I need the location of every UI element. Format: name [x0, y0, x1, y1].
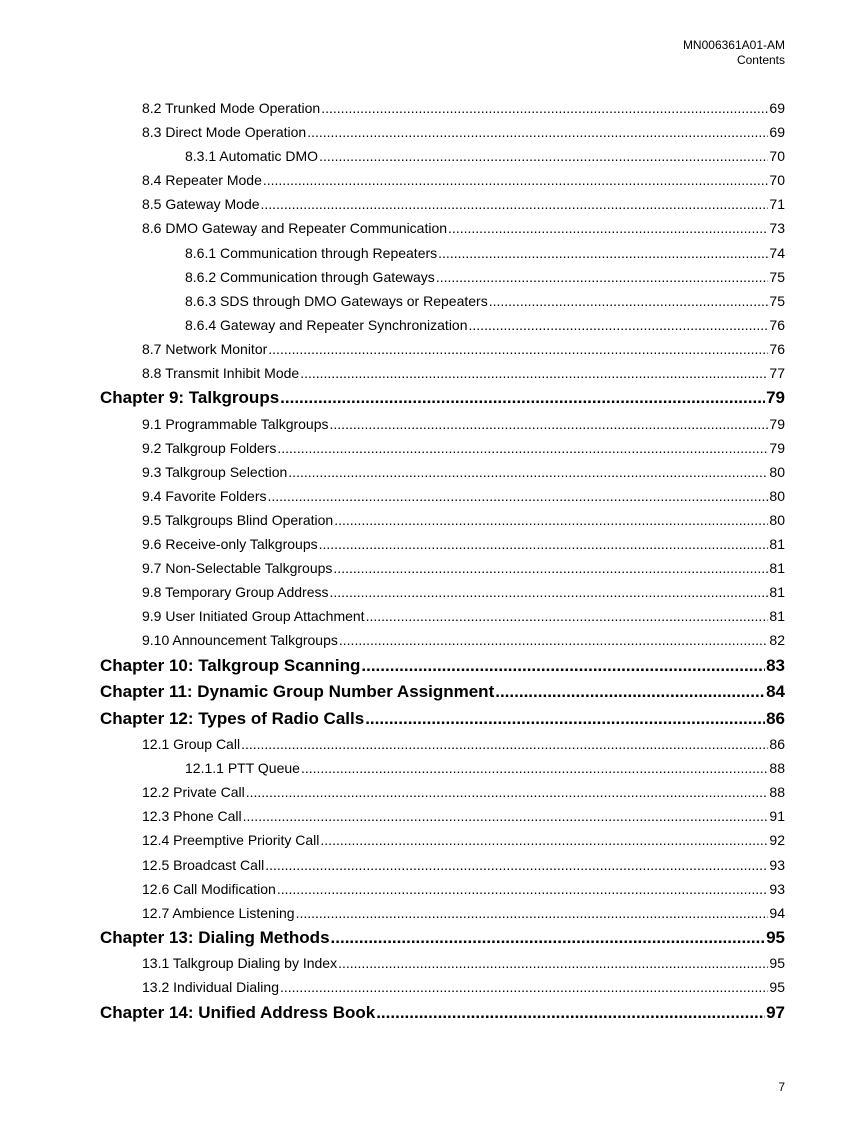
toc-chapter-entry[interactable]	[100, 385, 785, 412]
toc-section-entry[interactable]	[100, 556, 785, 580]
toc-entry-title: 13.1 Talkgroup Dialing by Index	[142, 955, 338, 972]
toc-entry-title: 9.9 User Initiated Group Attachment	[142, 608, 365, 625]
toc-entry-title: Chapter 13: Dialing Methods	[100, 927, 330, 947]
toc-section-entry[interactable]	[100, 951, 785, 975]
toc-entry-title: 8.6.3 SDS through DMO Gateways or Repeaters	[185, 292, 488, 309]
toc-section-entry[interactable]	[100, 313, 785, 337]
toc-entry-page: 95	[766, 927, 785, 947]
toc-entry-page: 95	[769, 955, 785, 972]
toc-section-entry[interactable]	[100, 780, 785, 804]
toc-entry-title: 12.6 Call Modification	[142, 880, 276, 897]
toc-entry-page: 93	[769, 856, 785, 873]
dot-leader	[268, 484, 769, 508]
dot-leader	[339, 628, 769, 652]
toc-entry-title: 12.4 Preemptive Priority Call	[142, 832, 320, 849]
toc-section-entry[interactable]	[100, 580, 785, 604]
dot-leader	[438, 241, 768, 265]
toc-section-entry[interactable]	[100, 168, 785, 192]
toc-entry-page: 80	[769, 512, 785, 528]
dot-leader	[288, 460, 768, 484]
toc-entry-page: 73	[769, 220, 785, 237]
dot-leader	[338, 951, 768, 975]
toc-entry-title: 9.10 Announcement Talkgroups	[142, 632, 338, 649]
toc-entry-title: 9.4 Favorite Folders	[142, 487, 267, 504]
dot-leader	[261, 192, 769, 216]
dot-leader	[268, 337, 768, 361]
toc-entry-page: 82	[769, 632, 785, 649]
dot-leader	[246, 780, 769, 804]
dot-leader	[301, 756, 768, 780]
dot-leader	[300, 361, 768, 385]
dot-leader	[333, 556, 768, 580]
toc-entry-page: 70	[769, 148, 785, 165]
toc-section-entry[interactable]	[100, 508, 785, 532]
toc-entry-page: 69	[769, 100, 785, 116]
dot-leader	[307, 120, 768, 144]
toc-entry-title: Chapter 9: Talkgroups	[100, 388, 280, 408]
toc-entry-page: 74	[769, 244, 785, 261]
toc-entry-page: 75	[769, 268, 785, 285]
toc-entry-title: 9.3 Talkgroup Selection	[142, 463, 288, 480]
dot-leader	[495, 679, 765, 706]
toc-entry-page: 81	[769, 584, 785, 601]
toc-section-entry[interactable]	[100, 337, 785, 361]
toc-entry-title: 8.5 Gateway Mode	[142, 196, 260, 213]
toc-entry-page: 76	[769, 316, 785, 333]
toc-section-entry[interactable]	[100, 756, 785, 780]
toc-entry-page: 83	[766, 655, 785, 675]
dot-leader	[321, 96, 768, 120]
toc-entry-title: 12.3 Phone Call	[142, 808, 242, 825]
toc-section-entry[interactable]	[100, 144, 785, 168]
toc-chapter-entry[interactable]	[100, 925, 785, 952]
dot-leader	[436, 265, 769, 289]
toc-entry-page: 97	[766, 1002, 785, 1022]
toc-section-entry[interactable]	[100, 804, 785, 828]
dot-leader	[265, 853, 768, 877]
toc-entry-page: 95	[769, 979, 785, 996]
dot-leader	[331, 925, 766, 952]
dot-leader	[280, 385, 765, 412]
toc-section-entry[interactable]	[100, 241, 785, 265]
toc-entry-page: 70	[769, 172, 785, 189]
toc-entry-page: 76	[769, 340, 785, 357]
toc-entry-page: 79	[766, 388, 785, 408]
toc-entry-title: 8.6 DMO Gateway and Repeater Communication	[142, 220, 448, 237]
toc-entry-page: 88	[769, 784, 785, 801]
toc-entry-page: 75	[769, 292, 785, 309]
toc-entry-page: 80	[769, 487, 785, 504]
toc-entry-title: Chapter 12: Types of Radio Calls	[100, 708, 365, 728]
toc-entry-page: 93	[769, 880, 785, 897]
toc-entry-page: 84	[766, 682, 785, 702]
toc-section-entry[interactable]	[100, 361, 785, 385]
toc-entry-title: 8.6.1 Communication through Repeaters	[185, 244, 438, 261]
toc-entry-page: 94	[769, 904, 785, 921]
toc-section-entry[interactable]	[100, 828, 785, 852]
dot-leader	[277, 436, 768, 460]
toc-section-entry[interactable]	[100, 484, 785, 508]
toc-entry-title: 12.5 Broadcast Call	[142, 856, 265, 873]
dot-leader	[376, 1000, 765, 1027]
toc-entry-page: 77	[769, 365, 785, 382]
toc-entry-page: 79	[769, 439, 785, 456]
dot-leader	[334, 508, 768, 532]
toc-entry-title: 9.1 Programmable Talkgroups	[142, 415, 329, 432]
toc-entry-title: Chapter 14: Unified Address Book	[100, 1002, 376, 1022]
toc-section-entry[interactable]	[100, 604, 785, 628]
toc-section-entry[interactable]	[100, 216, 785, 240]
toc-section-entry[interactable]	[100, 901, 785, 925]
toc-entry-title: 8.4 Repeater Mode	[142, 172, 262, 189]
dot-leader	[330, 580, 769, 604]
dot-leader	[320, 828, 768, 852]
dot-leader	[243, 804, 769, 828]
toc-entry-title: 8.6.4 Gateway and Repeater Synchronization	[185, 316, 468, 333]
toc-section-entry[interactable]	[100, 192, 785, 216]
page-header	[683, 38, 785, 68]
toc-entry-title: Chapter 11: Dynamic Group Number Assignment	[100, 682, 495, 702]
dot-leader	[241, 732, 768, 756]
page-number: 7	[778, 1080, 785, 1094]
section-name: Contents	[736, 53, 785, 67]
toc-section-entry[interactable]	[100, 289, 785, 313]
toc-entry-title: Chapter 10: Talkgroup Scanning	[100, 655, 361, 675]
toc-entry-title: 9.8 Temporary Group Address	[142, 584, 329, 601]
toc-entry-title: 8.3.1 Automatic DMO	[185, 148, 319, 165]
toc-section-entry[interactable]	[100, 975, 785, 999]
toc-entry-page: 92	[769, 832, 785, 849]
toc-section-entry[interactable]	[100, 460, 785, 484]
toc-entry-title: 12.1 Group Call	[142, 736, 241, 753]
toc-entry-title: 8.3 Direct Mode Operation	[142, 124, 307, 141]
toc-section-entry[interactable]	[100, 877, 785, 901]
toc-section-entry[interactable]	[100, 436, 785, 460]
dot-leader	[330, 412, 769, 436]
toc-entry-title: 8.7 Network Monitor	[142, 340, 268, 357]
toc-entry-page: 79	[769, 415, 785, 432]
toc-entry-title: 8.6.2 Communication through Gateways	[185, 268, 435, 285]
dot-leader	[319, 532, 769, 556]
dot-leader	[448, 216, 768, 240]
toc-entry-title: 9.6 Receive-only Talkgroups	[142, 536, 318, 553]
toc-chapter-entry[interactable]	[100, 1000, 785, 1027]
toc-section-entry[interactable]	[100, 732, 785, 756]
dot-leader	[280, 975, 768, 999]
table-of-contents	[100, 96, 785, 1026]
toc-section-entry[interactable]	[100, 853, 785, 877]
toc-section-entry[interactable]	[100, 412, 785, 436]
dot-leader	[489, 289, 769, 313]
toc-section-entry[interactable]	[100, 532, 785, 556]
dot-leader	[366, 604, 769, 628]
toc-chapter-entry[interactable]	[100, 653, 785, 680]
dot-leader	[361, 653, 765, 680]
toc-entry-title: 9.2 Talkgroup Folders	[142, 439, 277, 456]
toc-section-entry[interactable]	[100, 628, 785, 652]
toc-entry-page: 91	[769, 808, 785, 825]
document-id: MN006361A01-AM	[682, 38, 785, 52]
toc-entry-page: 80	[769, 463, 785, 480]
toc-entry-title: 12.1.1 PTT Queue	[185, 760, 300, 777]
toc-entry-page: 81	[769, 608, 785, 625]
toc-section-entry[interactable]	[100, 96, 785, 120]
toc-entry-title: 8.2 Trunked Mode Operation	[142, 100, 321, 116]
toc-entry-page: 88	[769, 760, 785, 777]
toc-entry-page: 69	[769, 124, 785, 141]
dot-leader	[319, 144, 768, 168]
toc-entry-page: 86	[766, 708, 785, 728]
dot-leader	[469, 313, 769, 337]
dot-leader	[277, 877, 769, 901]
toc-entry-title: 9.7 Non-Selectable Talkgroups	[142, 560, 333, 577]
toc-entry-page: 71	[769, 196, 785, 213]
toc-entry-title: 9.5 Talkgroups Blind Operation	[142, 512, 334, 528]
toc-entry-title: 8.8 Transmit Inhibit Mode	[142, 365, 300, 382]
toc-chapter-entry[interactable]	[100, 679, 785, 706]
toc-section-entry[interactable]	[100, 120, 785, 144]
toc-section-entry[interactable]	[100, 265, 785, 289]
toc-entry-title: 13.2 Individual Dialing	[142, 979, 279, 996]
toc-entry-page: 86	[769, 736, 785, 753]
toc-entry-title: 12.7 Ambience Listening	[142, 904, 295, 921]
dot-leader	[296, 901, 769, 925]
dot-leader	[365, 706, 765, 733]
toc-chapter-entry[interactable]	[100, 706, 785, 733]
toc-entry-page: 81	[769, 536, 785, 553]
dot-leader	[263, 168, 769, 192]
toc-entry-page: 81	[769, 560, 785, 577]
toc-entry-title: 12.2 Private Call	[142, 784, 245, 801]
